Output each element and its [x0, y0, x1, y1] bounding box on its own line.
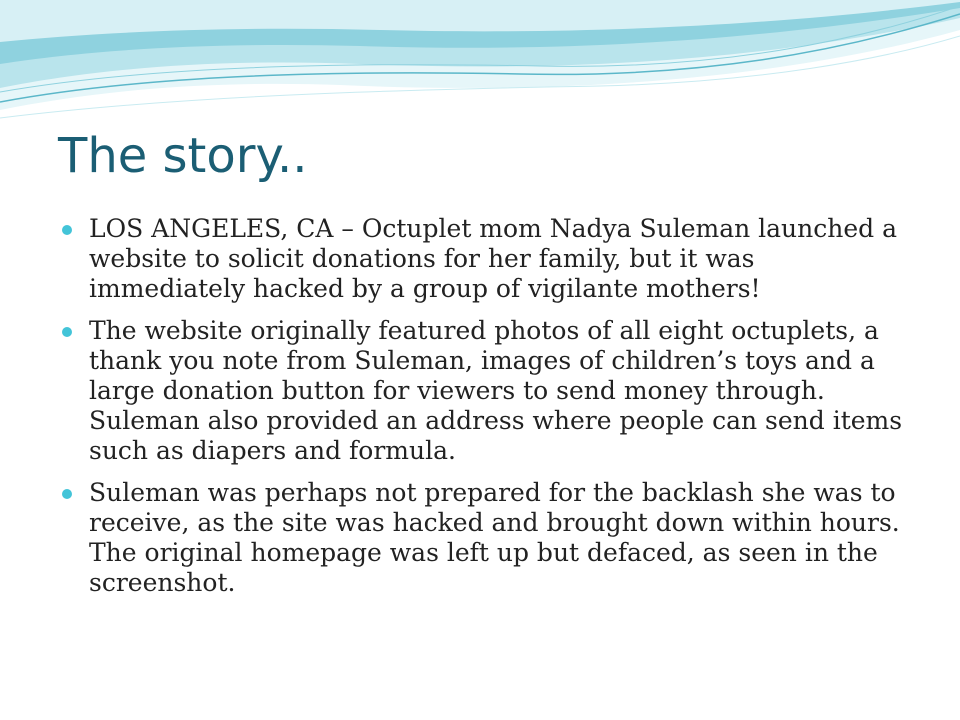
bullet-dot-icon [62, 489, 72, 499]
bullet-list [62, 214, 912, 610]
bullet-text: LOS ANGELES, CA – Octuplet mom Nadya Suleman launched a website to solicit donations for her family, but it was immediately hacked by a group of vigilante mothers! [89, 214, 898, 303]
slide-title: The story.. [58, 128, 308, 184]
bullet-item [62, 478, 912, 598]
bullet-dot-icon [62, 225, 72, 235]
bullet-item [62, 316, 912, 466]
bullet-text: The website originally featured photos of all eight octuplets, a thank you note from Suleman, images of children’s toys and a large donation button for viewers to send money through. Suleman also provided an address where people can send items such as diapers and formula. [89, 316, 903, 465]
bullet-text: Suleman was perhaps not prepared for the backlash she was to receive, as the site was hacked and brought down within hours. The original homepage was left up but defaced, as seen in the screenshot. [89, 478, 900, 597]
bullet-item [62, 214, 912, 304]
bullet-dot-icon [62, 327, 72, 337]
header-wave-decoration [0, 0, 960, 130]
